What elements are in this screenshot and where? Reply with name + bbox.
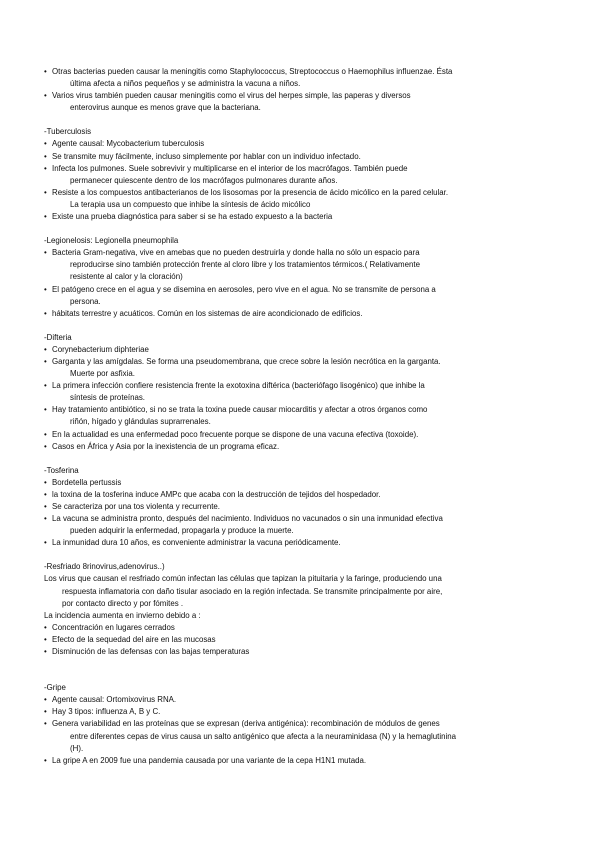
list-item: • Resiste a los compuestos antibacterianos de los lisosomas por la presencia de ácido micólico en la pared celular. La terapia usa un compuesto que inhibe la síntesis de ácido micólico — [44, 187, 564, 211]
section-heading: -Difteria — [44, 332, 72, 342]
list-item: • Se transmite muy fácilmente, incluso simplemente por hablar con un individuo infectado. — [44, 151, 564, 163]
section-heading: -Legionelosis: Legionella pneumophila — [44, 236, 179, 246]
list-item: • Corynebacterium diphteriae — [44, 344, 564, 356]
list-item: • La inmunidad dura 10 años, es conveniente administrar la vacuna periódicamente. — [44, 537, 564, 549]
list-item: • El patógeno crece en el agua y se disemina en aerosoles, pero vive en el agua. No se transmite de persona a persona. — [44, 284, 564, 308]
tosferina-list — [44, 477, 564, 550]
list-item: • Genera variabilidad en las proteínas que se expresan (deriva antigénica): recombinación de módulos de genes entre diferentes cepas de virus causa un salto antigénico que afecta a la neuraminidasa (N) y la hemaglutinina (H). — [44, 718, 564, 754]
list-item: • Infecta los pulmones. Suele sobrevivir y multiplicarse en el interior de los macrófagos. También puede permanecer quiescente dentro de los macrófagos pulmonares durante años. — [44, 163, 564, 187]
list-item: • Casos en África y Asia por la inexistencia de un programa eficaz. — [44, 441, 564, 453]
section-heading: -Tuberculosis — [44, 127, 92, 137]
section-heading: -Gripe — [44, 683, 66, 693]
list-item: • Varios virus también pueden causar meningitis como el virus del herpes simple, las paperas y diversos enterovirus aunque es menos grave que la bacteriana. — [44, 90, 564, 114]
legionelosis-list — [44, 247, 564, 320]
list-item: • Bacteria Gram-negativa, vive en amebas que no pueden destruirla y donde halla no sólo un espacio para reproducirse sino también protección frente al cloro libre y los tratamientos térmicos.( Relativamente resistente al calor y la cloración) — [44, 247, 564, 283]
list-item: • Garganta y las amígdalas. Se forma una pseudomembrana, que crece sobre la lesión necrótica en la garganta. Muerte por asfixia. — [44, 356, 564, 380]
list-item: • la toxina de la tosferina induce AMPc que acaba con la destrucción de tejidos del hospedador. — [44, 489, 564, 501]
document-page — [44, 66, 564, 767]
intro-list — [44, 66, 564, 114]
list-item: • Existe una prueba diagnóstica para saber si se ha estado expuesto a la bacteria — [44, 211, 564, 223]
list-item: • Bordetella pertussis — [44, 477, 564, 489]
list-item: • Hay 3 tipos: influenza A, B y C. — [44, 706, 564, 718]
list-item: • Agente causal: Ortomixovirus RNA. — [44, 694, 564, 706]
spacer — [44, 658, 564, 682]
section-heading: -Resfriado 8rinovirus,adenovirus..) — [44, 562, 165, 572]
list-item: • Efecto de la sequedad del aire en las mucosas — [44, 634, 564, 646]
list-item: • Se caracteriza por una tos violenta y recurrente. — [44, 501, 564, 513]
list-item: • Otras bacterias pueden causar la meningitis como Staphylococcus, Streptococcus o Haemophilus influenzae. Ésta última afecta a niños pequeños y se administra la vacuna a niños. — [44, 66, 564, 90]
resfriado-paragraph: Los virus que causan el resfriado común infectan las células que tapizan la pituitaria y la faringe, produciendo una respuesta inflamatoria con daño tisular asociado en la región infectada. Se transmite principalmente por aire, por contacto directo y por fómites . — [44, 574, 443, 608]
list-item: • Hay tratamiento antibiótico, si no se trata la toxina puede causar miocarditis y afectar a otros órganos como riñón, hígado y glándulas suprarrenales. — [44, 404, 564, 428]
list-item: • Disminución de las defensas con las bajas temperaturas — [44, 646, 564, 658]
resfriado-lead: La incidencia aumenta en invierno debido a : — [44, 610, 201, 620]
list-item: • En la actualidad es una enfermedad poco frecuente porque se dispone de una vacuna efectiva (toxoide). — [44, 429, 564, 441]
list-item: • Agente causal: Mycobacterium tuberculosis — [44, 138, 564, 150]
list-item: • La gripe A en 2009 fue una pandemia causada por una variante de la cepa H1N1 mutada. — [44, 755, 564, 767]
tuberculosis-list — [44, 138, 564, 223]
list-item: • hábitats terrestre y acuáticos. Común en los sistemas de aire acondicionado de edificios. — [44, 308, 564, 320]
list-item: • Concentración en lugares cerrados — [44, 622, 564, 634]
resfriado-list — [44, 622, 564, 658]
difteria-list — [44, 344, 564, 453]
gripe-list — [44, 694, 564, 767]
list-item: • La primera infección confiere resistencia frente la exotoxina diftérica (bacteriófago lisogénico) que inhibe la síntesis de proteínas. — [44, 380, 564, 404]
section-heading: -Tosferina — [44, 465, 79, 475]
list-item: • La vacuna se administra pronto, después del nacimiento. Individuos no vacunados o sin una inmunidad efectiva pueden adquirir la enfermedad, propagarla y produce la muerte. — [44, 513, 564, 537]
